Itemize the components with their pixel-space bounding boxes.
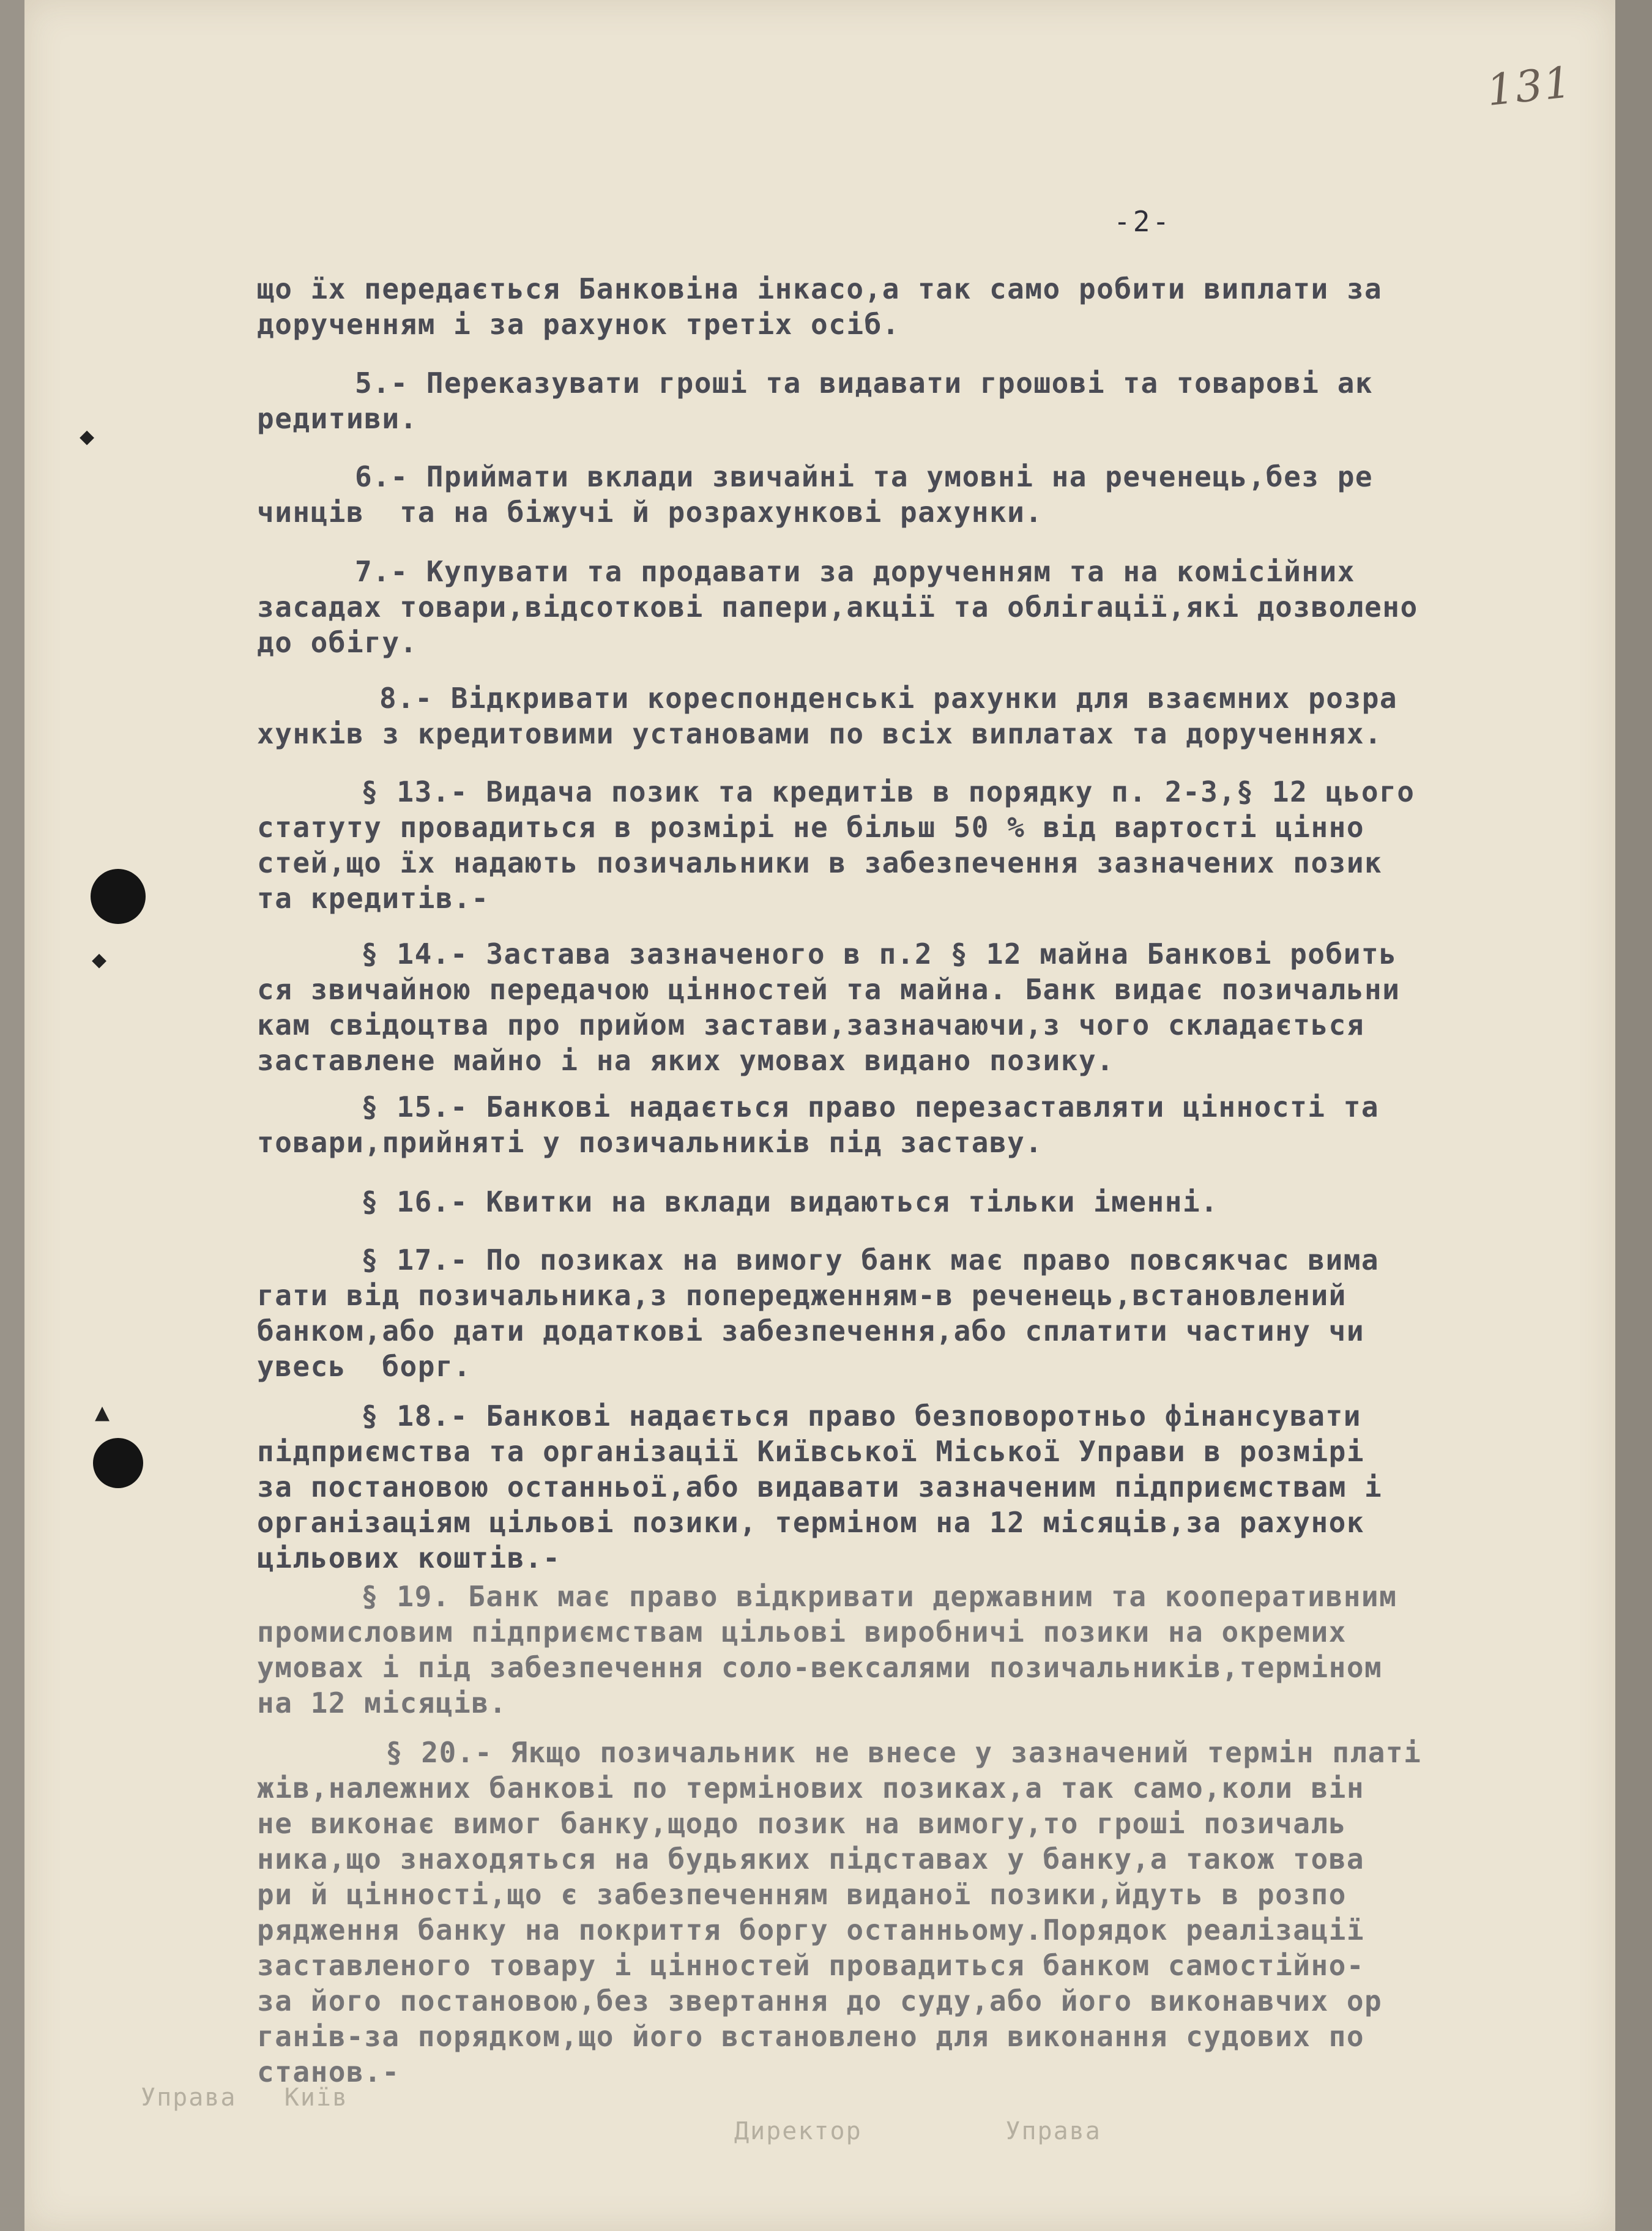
text-line: та кредитів.- xyxy=(257,882,489,915)
text-line: § 16.- Квитки на вклади видаються тільки іменні. xyxy=(361,1185,1219,1218)
text-line: цільових коштів.- xyxy=(257,1541,561,1574)
margin-mark: ▲ xyxy=(95,1398,110,1426)
text-line: 6.- Приймати вклади звичайні та умовні на реченець,без ре xyxy=(355,460,1374,493)
text-line: банком,або дати додаткові забезпечення,або сплатити частину чи xyxy=(257,1314,1365,1347)
text-line: умовах і під забезпечення соло-вексалями позичальників,терміном xyxy=(257,1651,1383,1684)
bleed-through-text: Директор Управа xyxy=(734,2117,1101,2145)
text-line: редитиви. xyxy=(257,402,418,435)
text-line: промисловим підприємствам цільові виробничі позики на окремих xyxy=(257,1615,1347,1648)
margin-mark: ◆ xyxy=(80,422,95,450)
text-line: за його постановою,без звертання до суду,або його виконавчих ор xyxy=(257,1984,1383,2017)
text-line: рядження банку на покриття боргу останньому.Порядок реалізації xyxy=(257,1913,1365,1946)
text-line: на 12 місяців. xyxy=(257,1686,507,1719)
text-line: чинців та на біжучі й розрахункові рахунки. xyxy=(257,496,1043,529)
text-line: § 20.- Якщо позичальник не внесе у зазначений термін платі xyxy=(385,1736,1422,1769)
text-line: § 18.- Банкові надається право безповоротньо фінансувати xyxy=(361,1399,1361,1432)
text-line: організаціям цільові позики, терміном на 12 місяців,за рахунок xyxy=(257,1506,1365,1539)
text-line: ганів-за порядком,що його встановлено для виконання судових по xyxy=(257,2020,1365,2053)
text-line: стей,що їх надають позичальники в забезпечення зазначених позик xyxy=(257,846,1383,879)
bleed-through-text: Управа Київ xyxy=(141,2084,349,2112)
text-line: не виконає вимог банку,щодо позик на вимогу,то гроші позичаль xyxy=(257,1807,1347,1840)
text-line: підприємства та організації Київської Міської Управи в розмірі xyxy=(257,1435,1365,1468)
text-line: кам свідоцтва про прийом застави,зазначаючи,з чого складається xyxy=(257,1008,1365,1041)
text-line: що їх передається Банковіна інкасо,а так само робити виплати за xyxy=(257,272,1383,305)
text-line: 5.- Переказувати гроші та видавати грошові та товарові ак xyxy=(355,367,1374,400)
text-line: товари,прийняті у позичальників під заставу. xyxy=(257,1126,1043,1159)
text-line: станов.- xyxy=(257,2055,400,2088)
text-line: § 13.- Видача позик та кредитів в порядку п. 2-3,§ 12 цього xyxy=(361,775,1415,808)
text-line: § 19. Банк має право відкривати державним та кооперативним xyxy=(361,1580,1397,1613)
text-line: увесь борг. xyxy=(257,1350,472,1383)
page-number: -2- xyxy=(1114,205,1172,238)
text-line: заставленого товару і цінностей провадиться банком самостійно- xyxy=(257,1949,1365,1982)
text-line: до обігу. xyxy=(257,626,418,659)
text-line: 8.- Відкривати кореспонденські рахунки для взаємних розра xyxy=(379,682,1398,715)
text-line: § 14.- Застава зазначеного в п.2 § 12 майна Банкові робить xyxy=(361,937,1397,970)
text-line: ся звичайною передачою цінностей та майна. Банк видає позичальни xyxy=(257,973,1401,1006)
text-line: заставлене майно і на яких умовах видано позику. xyxy=(257,1044,1115,1077)
text-line: жів,належних банкові по термінових позиках,а так само,коли він xyxy=(257,1771,1365,1805)
scan-background-edge xyxy=(1615,0,1652,2231)
text-line: засадах товари,відсоткові папери,акції та облігації,які дозволено xyxy=(257,590,1418,624)
margin-mark: ◆ xyxy=(92,945,107,974)
text-line: гати від позичальника,з попередженням-в реченець,встановлений xyxy=(257,1279,1347,1312)
text-line: ри й цінності,що є забезпеченням виданої позики,йдуть в розпо xyxy=(257,1878,1347,1911)
text-line: § 17.- По позиках на вимогу банк має право повсякчас вима xyxy=(361,1243,1380,1276)
text-line: дорученням і за рахунок третіх осіб. xyxy=(257,308,900,341)
punch-hole-top xyxy=(91,869,146,924)
punch-hole-bottom xyxy=(93,1438,143,1488)
text-line: ника,що знаходяться на будьяких підставах у банку,а також това xyxy=(257,1842,1365,1875)
text-line: за постановою останньої,або видавати зазначеним підприємствам і xyxy=(257,1470,1383,1503)
folio-number: 131 xyxy=(1484,56,1575,116)
text-line: 7.- Купувати та продавати за дорученням та на комісійних xyxy=(355,555,1355,588)
text-line: статуту провадиться в розмірі не більш 50 % від вартості цінно xyxy=(257,811,1365,844)
text-line: § 15.- Банкові надається право перезаставляти цінності та xyxy=(361,1090,1380,1123)
text-line: хунків з кредитовими установами по всіх виплатах та дорученнях. xyxy=(257,717,1383,750)
